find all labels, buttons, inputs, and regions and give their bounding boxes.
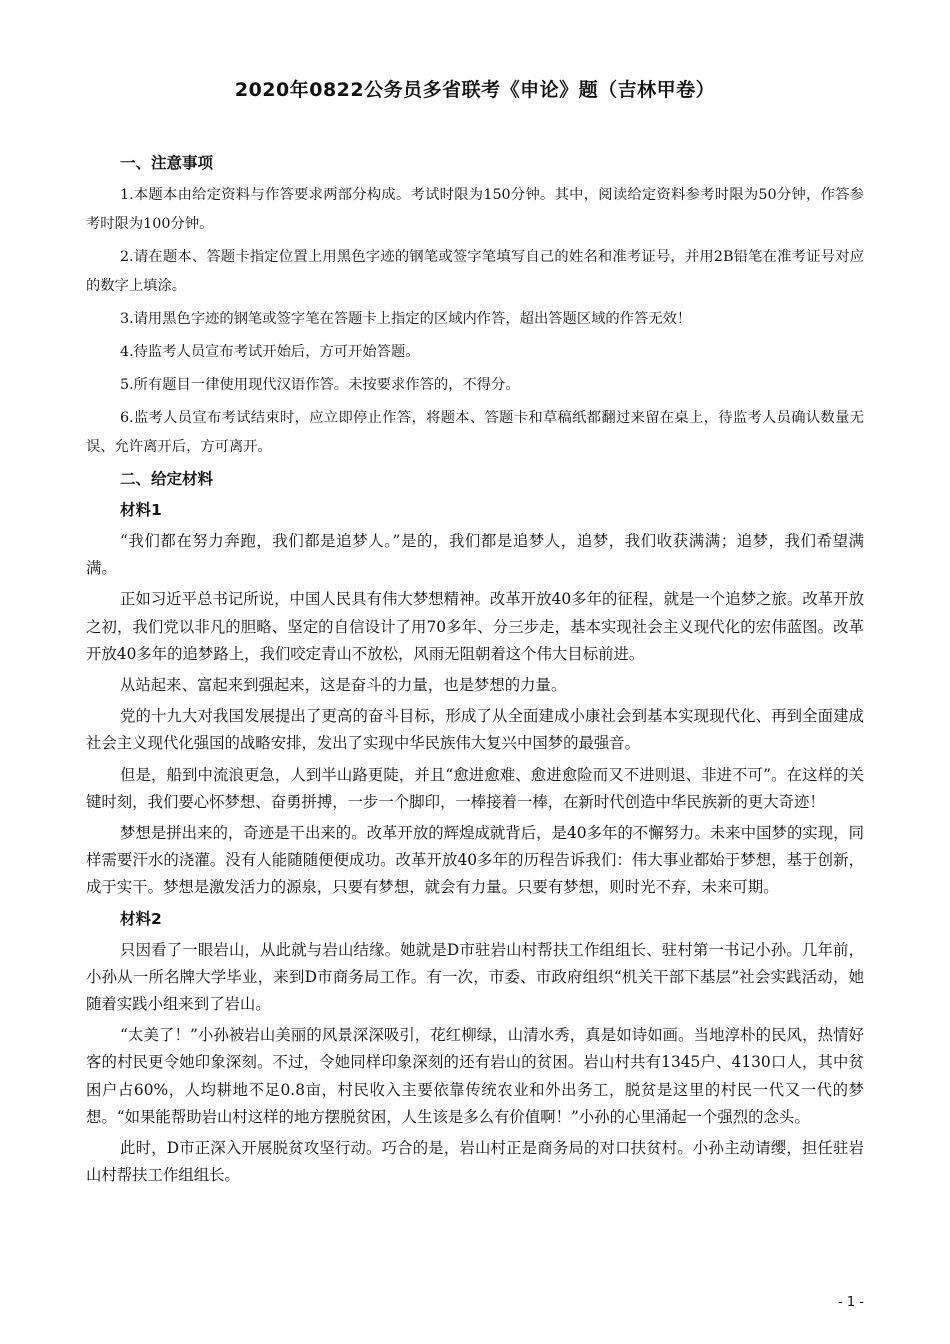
material-paragraph: 梦想是拼出来的，奇迹是干出来的。改革开放的辉煌成就背后，是40多年的不懈努力。未来中国梦的实现，同样需要汗水的浇灌。没有人能随随便便成功。改革开放40多年的历程告诉我们：伟大事业都始于梦想，基于创新，成于实干。梦想是激发活力的源泉，只要有梦想，就会有力量。只要有梦想，则时光不弃，未来可期。 bbox=[86, 824, 864, 897]
note-item: 3.请用黑色字迹的钢笔或签字笔在答题卡上指定的区域内作答，超出答题区域的作答无效！ bbox=[120, 311, 692, 327]
material-paragraph: 只因看了一眼岩山，从此就与岩山结缘。她就是D市驻岩山村帮扶工作组组长、驻村第一书记小孙。几年前，小孙从一所名牌大学毕业，来到D市商务局工作。有一次，市委、市政府组织“机关干部下基层”社会实践活动，她随着实践小组来到了岩山。 bbox=[86, 940, 864, 1014]
material-paragraph: 但是，船到中流浪更急，人到半山路更陡，并且“愈进愈难、愈进愈险而又不进则退、非进不可”。在这样的关键时刻，我们要心怀梦想、奋勇拼搏，一步一个脚印，一棒接着一棒，在新时代创造中华民族新的更大奇迹！ bbox=[86, 765, 864, 811]
note-item: 6.监考人员宣布考试结束时，应立即停止作答，将题本、答题卡和草稿纸都翻过来留在桌上，待监考人员确认数量无误、允许离开后，方可离开。 bbox=[86, 410, 864, 455]
material-paragraph: 正如习近平总书记所说，中国人民具有伟大梦想精神。改革开放40多年的征程，就是一个追梦之旅。改革开放之初，我们党以非凡的胆略、坚定的自信设计了用70多年、分三步走，基本实现社会主义现代化的宏伟蓝图。改革开放40多年的追梦路上，我们咬定青山不放松，风雨无阻朝着这个伟大目标前进。 bbox=[86, 590, 864, 663]
material-paragraph: 从站起来、富起来到强起来，这是奋斗的力量，也是梦想的力量。 bbox=[120, 676, 567, 695]
section-heading-notes: 一、注意事项 bbox=[120, 154, 214, 172]
note-item: 5.所有题目一律使用现代汉语作答。未按要求作答的，不得分。 bbox=[120, 377, 520, 393]
material-paragraph: 此时，D市正深入开展脱贫攻坚行动。巧合的是，岩山村正是商务局的对口扶贫村。小孙主动请缨，担任驻岩山村帮扶工作组组长。 bbox=[86, 1139, 864, 1185]
note-item: 4.待监考人员宣布考试开始后，方可开始答题。 bbox=[120, 344, 420, 360]
material-2-label: 材料2 bbox=[120, 909, 162, 928]
material-paragraph: 党的十九大对我国发展提出了更高的奋斗目标，形成了从全面建成小康社会到基本实现现代化、再到全面建成社会主义现代化强国的战略安排，发出了实现中华民族伟大复兴中国梦的最强音。 bbox=[86, 707, 864, 753]
section-heading-materials: 二、给定材料 bbox=[120, 470, 214, 488]
note-item: 1.本题本由给定资料与作答要求两部分构成。考试时限为150分钟。其中，阅读给定资料参考时限为50分钟，作答参考时限为100分钟。 bbox=[86, 187, 864, 232]
material-1-label: 材料1 bbox=[120, 501, 162, 519]
document-title: 2020年0822公务员多省联考《申论》题（吉林甲卷） bbox=[234, 79, 716, 101]
material-paragraph: “太美了！”小孙被岩山美丽的风景深深吸引，花红柳绿，山清水秀，真是如诗如画。当地淳朴的民风，热情好客的村民更令她印象深刻。不过，令她同样印象深刻的还有岩山的贫困。岩山村共有1345户、4130口人，其中贫困户占60%，人均耕地不足0.8亩，村民收入主要依靠传统农业和外出务工，脱贫是这里的村民一代又一代的梦想。“如果能帮助岩山村这样的地方摆脱贫困，人生该是多么有价值啊！”小孙的心里涌起一个强烈的念头。 bbox=[86, 1026, 864, 1126]
page-number: - 1 - bbox=[838, 1295, 864, 1310]
material-paragraph: “我们都在努力奔跑，我们都是追梦人。”是的，我们都是追梦人，追梦，我们收获满满；追梦，我们希望满满。 bbox=[86, 532, 864, 578]
document-body bbox=[86, 150, 864, 1193]
note-item: 2.请在题本、答题卡指定位置上用黑色字迹的钢笔或签字笔填写自己的姓名和准考证号，并用2B铅笔在准考证号对应的数字上填涂。 bbox=[86, 249, 864, 294]
